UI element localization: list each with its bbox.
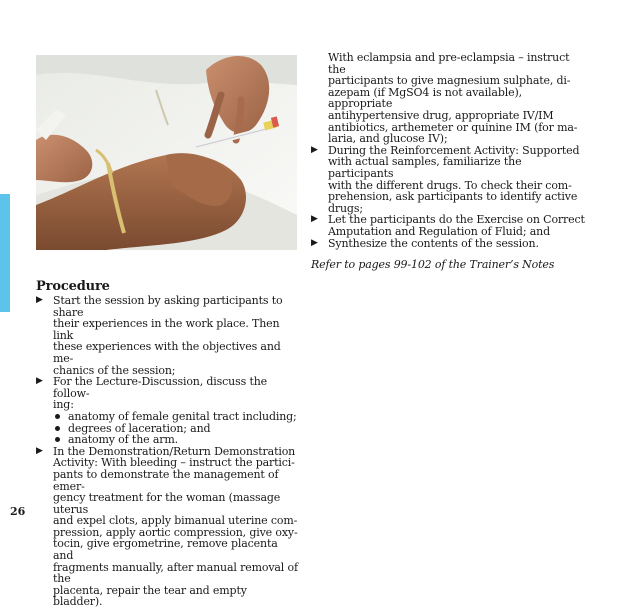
sub-item	[36, 434, 298, 446]
synthesize-bullet	[311, 238, 587, 250]
section-side-tab	[0, 194, 10, 312]
text-line: participants to give magnesium sulphate, di-	[328, 74, 571, 88]
text-line: anatomy of female genital tract including;	[68, 409, 297, 423]
text-line: azepam (if MgSO4 is not available), appropriate	[328, 85, 522, 111]
text-line: tocin, give ergometrine, remove placenta and	[53, 537, 278, 563]
triangle-bullet-icon: ▶	[311, 144, 318, 155]
iv-insertion-photo	[36, 55, 297, 250]
text-line: pression, apply aortic compression, give oxy-	[53, 525, 298, 539]
dot-bullet-icon	[55, 437, 60, 442]
text-line: and expel clots, apply bimanual uterine com-	[53, 514, 298, 528]
text-line: Start the session by asking participants to share	[53, 294, 283, 319]
text-line: Activity: With bleeding – instruct the partici-	[53, 456, 295, 470]
photo-icon	[36, 55, 297, 250]
eclampsia-paragraph	[311, 52, 587, 145]
right-column	[311, 52, 587, 271]
reinforcement-bullet	[311, 145, 587, 215]
dot-bullet-icon	[55, 426, 60, 431]
left-column	[36, 279, 298, 608]
text-line: laria, and glucose IV);	[328, 132, 448, 146]
text-line: drugs;	[328, 201, 363, 215]
text-line: During the Reinforcement Activity: Supported	[328, 143, 580, 157]
text-line: their experiences in the work place. Then link	[53, 317, 280, 342]
text-line: With eclampsia and pre-eclampsia – instruct the	[328, 51, 570, 76]
procedure-heading: Procedure	[36, 279, 110, 294]
demonstration-bullet	[36, 446, 298, 608]
start-session-bullet	[36, 295, 298, 376]
triangle-bullet-icon: ▶	[311, 237, 318, 248]
text-line: prehension, ask participants to identify active	[328, 190, 578, 204]
triangle-bullet-icon: ▶	[36, 376, 43, 387]
text-line: with the different drugs. To check their com-	[328, 178, 572, 192]
page-number: 26	[10, 505, 26, 518]
triangle-bullet-icon: ▶	[36, 295, 43, 305]
text-line: fragments manually, after manual removal of the	[53, 560, 298, 586]
text-line: Amputation and Regulation of Fluid; and	[328, 224, 550, 238]
exercise-bullet	[311, 214, 587, 237]
text-line: chanics of the session;	[53, 363, 176, 377]
text-line: degrees of laceration; and	[68, 421, 211, 435]
text-line: For the Lecture-Discussion, discuss the follow-	[53, 375, 268, 400]
text-line: gency treatment for the woman (massage uterus	[53, 491, 281, 516]
text-line: pants to demonstrate the management of emer-	[53, 467, 279, 493]
text-line: placenta, repair the tear and empty bladder).	[53, 583, 247, 608]
dot-bullet-icon	[55, 414, 60, 419]
text-line: antibiotics, arthemeter or quinine IM (for ma-	[328, 120, 578, 134]
text-line: anatomy of the arm.	[68, 433, 178, 447]
text-line: Synthesize the contents of the session.	[328, 236, 539, 250]
triangle-bullet-icon: ▶	[36, 445, 43, 456]
text-line: ing:	[53, 398, 74, 412]
text-line: these experiences with the objectives and me-	[53, 340, 281, 365]
text-line: antihypertensive drug, appropriate IV/IM	[328, 108, 554, 122]
text-line: with actual samples, familiarize the participants	[328, 155, 522, 180]
sub-item	[36, 411, 298, 423]
trainer-notes-reference: Refer to pages 99-102 of the Trainer’s Notes	[311, 258, 555, 272]
text-line: Let the participants do the Exercise on Correct	[328, 213, 585, 227]
text-line: In the Demonstration/Return Demonstration	[53, 444, 296, 458]
triangle-bullet-icon: ▶	[311, 214, 318, 225]
lecture-discussion-bullet	[36, 376, 298, 411]
